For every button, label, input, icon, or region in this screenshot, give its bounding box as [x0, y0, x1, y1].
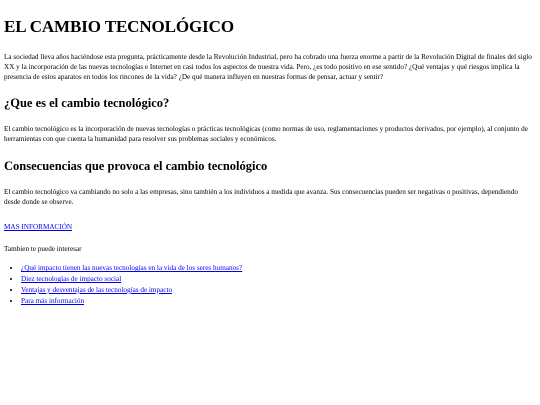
related-link-item — [21, 274, 534, 285]
related-link-item — [21, 263, 534, 274]
section-body-what-is: El cambio tecnológico es la incorporación de nuevas tecnologías o prácticas tecnológicas (como normas de uso, reglamentaciones y productos derivados, por ejemplo), al conjunto de herramientas con que cuenta la humanidad para resolver sus problemas sociales y económicos. — [4, 125, 528, 144]
section-heading-what-is: ¿Que es el cambio tecnológico? — [4, 96, 170, 111]
related-link-item — [21, 296, 534, 307]
related-link-ten-technologies[interactable]: Diez tecnologías de impacto social — [21, 275, 122, 284]
section-heading-consequences: Consecuencias que provoca el cambio tecnológico — [4, 158, 268, 173]
related-link-item — [21, 285, 534, 296]
related-links-list — [4, 263, 534, 306]
intro-paragraph: La sociedad lleva años haciéndose esta pregunta, prácticamente desde la Revolución Industrial, pero ha cobrado una fuerza enorme a partir de la Revolución Digital de finales del siglo XX y la incorporación de las nuevas tecnologías e Internet en casi todos los aspectos de nuestra vida. Pero, ¿es todo positivo en ese sentido? ¿Qué ventajas y qué riesgos implica la presencia de estos aparatos en todos los rincones de la vida? ¿De qué manera influyen en nuestras formas de pensar, actuar y sentir? — [4, 53, 532, 81]
related-intro-text: Tambien te puede interesar — [4, 244, 82, 253]
related-link-impact-humans[interactable]: ¿Qué impacto tienen las nuevas tecnologías en la vida de los seres humanos? — [21, 264, 243, 273]
more-info-link[interactable]: MAS INFORMACIÓN — [4, 222, 73, 231]
related-link-more-info[interactable]: Para más información — [21, 296, 85, 305]
section-body-consequences: El cambio tecnológico va cambiando no solo a las empresas, sino también a los individuos a medida que avanza. Sus consecuencias pueden ser negativas o positivas, dependiendo desde donde se observe. — [4, 187, 518, 206]
page-title: EL CAMBIO TECNOLÓGICO — [4, 17, 234, 36]
related-link-pros-cons[interactable]: Ventajas y desventajas de las tecnologías de impacto — [21, 285, 173, 294]
